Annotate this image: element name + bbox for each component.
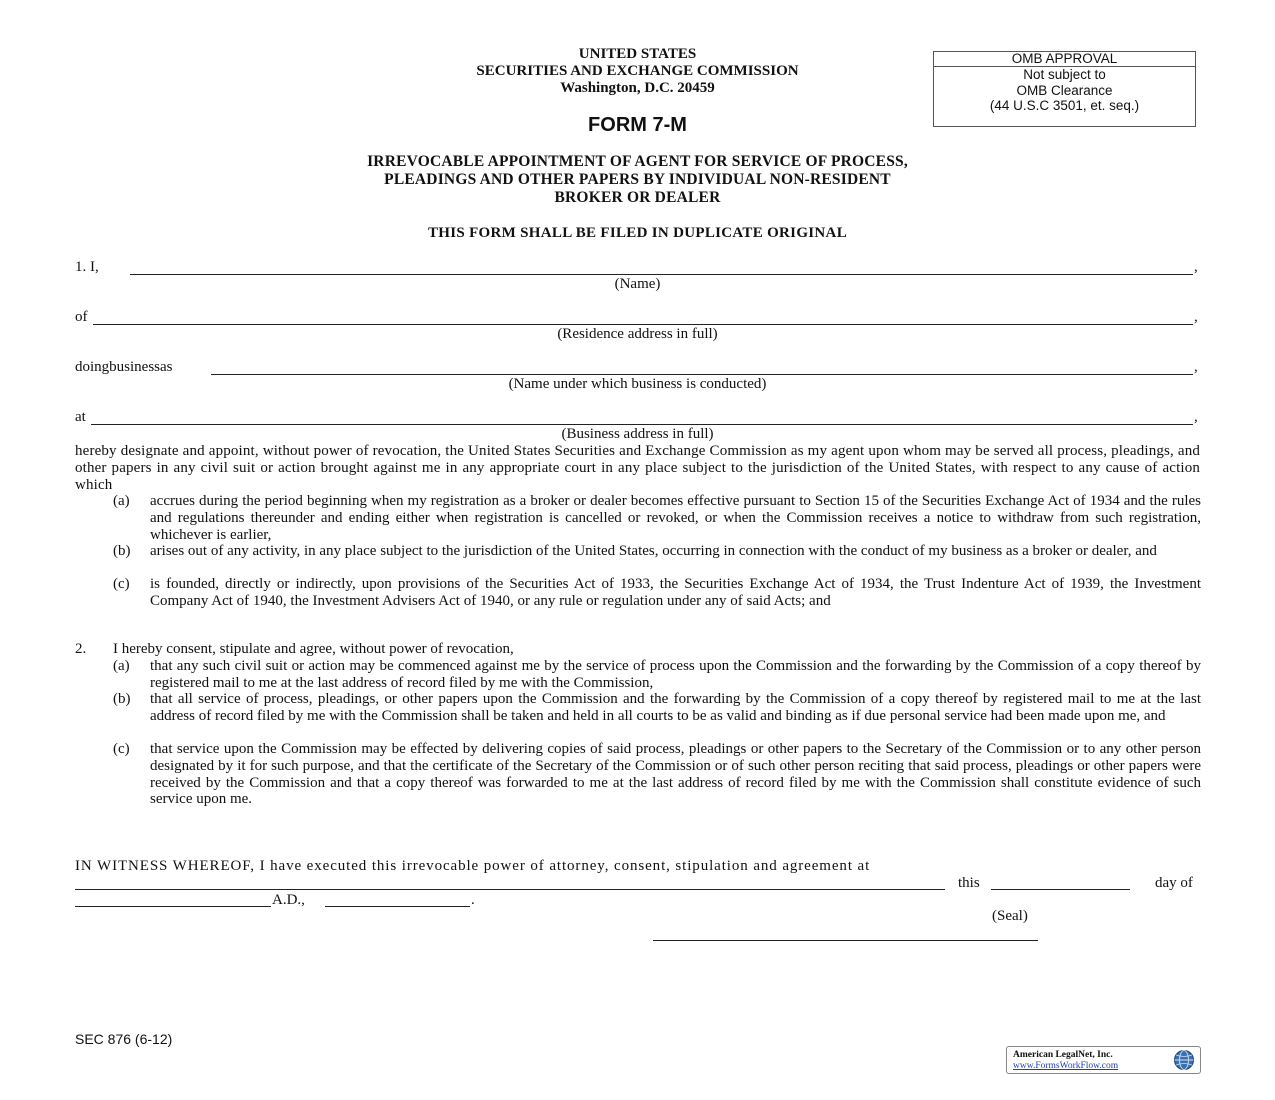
day-of-label: day of bbox=[1155, 875, 1193, 891]
omb-title: OMB APPROVAL bbox=[934, 52, 1195, 67]
business-caption: (Business address in full) bbox=[561, 426, 714, 442]
witness-year-field[interactable] bbox=[325, 906, 470, 907]
residence-address-field[interactable] bbox=[93, 324, 1193, 325]
signature-field[interactable] bbox=[653, 940, 1038, 941]
residence-prefix: of bbox=[75, 309, 88, 325]
item-label: (c) bbox=[113, 576, 130, 592]
ad-label: A.D., bbox=[272, 892, 305, 908]
item-label: (b) bbox=[113, 543, 131, 559]
item-label: (a) bbox=[113, 658, 130, 674]
name-prefix: 1. I, bbox=[75, 259, 99, 275]
item-label: (a) bbox=[113, 493, 130, 509]
seal-label: (Seal) bbox=[992, 908, 1028, 924]
omb-line-2: OMB Clearance bbox=[1016, 82, 1113, 98]
name-comma: , bbox=[1194, 259, 1198, 275]
name-caption: (Name) bbox=[614, 276, 661, 292]
dba-prefix: doingbusinessas bbox=[75, 359, 173, 375]
subtitle-line-3: BROKER OR DEALER bbox=[554, 189, 721, 206]
form-title: FORM 7-M bbox=[588, 114, 687, 136]
section2-number: 2. bbox=[75, 641, 87, 657]
witness-paragraph: IN WITNESS WHEREOF, I have executed this irrevocable power of attorney, consent, stipulation and agreement at bbox=[75, 858, 871, 874]
business-name-field[interactable] bbox=[211, 374, 1193, 375]
item-text: that service upon the Commission may be effected by delivering copies of said process, pleadings or other papers to the Secretary of the Commission or to any other person designated by it for such purpose, and that the certificate of the Secretary of the Commission or of such other person reciting that said process, pleadings or other papers were received by the Commission and that a copy thereof was forwarded to me at the last address of record filed by me with the Commission shall constitute evidence of such service upon me. bbox=[150, 741, 1201, 808]
duplicate-notice: THIS FORM SHALL BE FILED IN DUPLICATE ORIGINAL bbox=[427, 225, 847, 241]
section2-intro: I hereby consent, stipulate and agree, without power of revocation, bbox=[113, 641, 514, 657]
header-line-2: SECURITIES AND EXCHANGE COMMISSION bbox=[476, 63, 799, 79]
item-text: accrues during the period beginning when my registration as a broker or dealer becomes effective pursuant to Section 15 of the Securities Exchange Act of 1934 and the rules and regulations thereunder and ending either when registration is cancelled or revoked, or when the Commission receives a notice to withdraw from such registration, whichever is earlier, bbox=[150, 493, 1201, 543]
residence-comma: , bbox=[1194, 309, 1198, 325]
subtitle-line-1: IRREVOCABLE APPOINTMENT OF AGENT FOR SERVICE OF PROCESS, bbox=[367, 153, 908, 170]
item-text: that any such civil suit or action may be commenced against me by the service of process upon the Commission and the forwarding by the Commission of a copy thereof by registered mail to me at the last address of record filed by me with the Commission, bbox=[150, 658, 1201, 691]
badge-url-link[interactable]: www.FormsWorkFlow.com bbox=[1013, 1061, 1119, 1071]
item-text: that all service of process, pleadings, or other papers upon the Commission and the forwarding by the Commission of a copy thereof by registered mail to me at the last address of record filed by me with the Commission shall be taken and held in all courts to be as valid and binding as if due personal service had been made upon me, and bbox=[150, 691, 1201, 724]
business-comma: , bbox=[1194, 409, 1198, 425]
header-line-3: Washington, D.C. 20459 bbox=[560, 80, 715, 96]
globe-icon bbox=[1172, 1049, 1196, 1071]
badge-company-name: American LegalNet, Inc. bbox=[1013, 1050, 1113, 1060]
dba-caption: (Name under which business is conducted) bbox=[508, 376, 767, 392]
dba-comma: , bbox=[1194, 359, 1198, 375]
residence-caption: (Residence address in full) bbox=[557, 326, 718, 342]
omb-line-1: Not subject to bbox=[1023, 67, 1106, 82]
header-line-1: UNITED STATES bbox=[578, 46, 697, 62]
witness-month-field[interactable] bbox=[75, 906, 271, 907]
business-address-field[interactable] bbox=[91, 424, 1193, 425]
item-text: arises out of any activity, in any place subject to the jurisdiction of the United States, occurring in connection with the conduct of my business as a broker or dealer, and bbox=[150, 543, 1157, 559]
item-label: (b) bbox=[113, 691, 131, 707]
year-period: . bbox=[471, 892, 475, 908]
name-field[interactable] bbox=[130, 274, 1193, 275]
item-text: is founded, directly or indirectly, upon provisions of the Securities Act of 1933, the Securities Exchange Act of 1934, the Trust Indenture Act of 1939, the Investment Company Act of 1940, the Investment Advisers Act of 1940, or any rule or regulation under any of said Acts; and bbox=[150, 576, 1201, 609]
business-prefix: at bbox=[75, 409, 86, 425]
american-legalnet-badge[interactable] bbox=[1006, 1046, 1201, 1074]
this-label: this bbox=[958, 875, 980, 891]
witness-day-field[interactable] bbox=[991, 889, 1130, 890]
designation-paragraph: hereby designate and appoint, without power of revocation, the United States Securities and Exchange Commission as my agent upon whom may be served all process, pleadings, and other papers in any civil suit or action brought against me in any appropriate court in any place subject to the jurisdiction of the United States, with respect to any cause of action which bbox=[75, 443, 1200, 493]
item-label: (c) bbox=[113, 741, 130, 757]
witness-location-field[interactable] bbox=[75, 889, 945, 890]
omb-line-3: (44 U.S.C 3501, et. seq.) bbox=[989, 98, 1140, 113]
form-number: SEC 876 (6-12) bbox=[75, 1031, 173, 1047]
subtitle-line-2: PLEADINGS AND OTHER PAPERS BY INDIVIDUAL NON-RESIDENT bbox=[384, 171, 891, 188]
form-subtitle bbox=[200, 153, 1075, 207]
